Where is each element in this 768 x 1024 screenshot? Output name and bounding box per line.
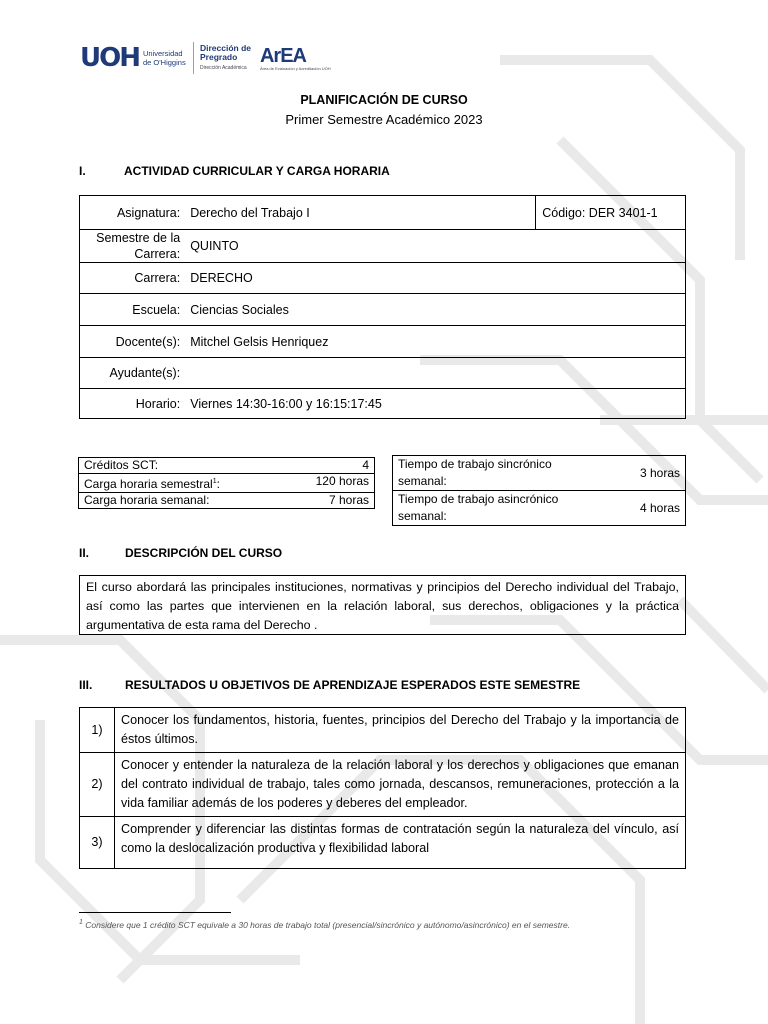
carga-semestral-label (79, 474, 240, 493)
institution-logo (80, 38, 331, 78)
asignatura-value: Derecho del Trabajo I (184, 196, 536, 230)
semestre-value: QUINTO (184, 230, 685, 263)
table-row (80, 753, 686, 817)
carga-semestral-value: 120 horas (239, 474, 375, 493)
table-row (80, 326, 686, 358)
table-row (80, 230, 686, 263)
objective-number: 1) (80, 708, 115, 753)
table-row (80, 263, 686, 294)
course-info-table (79, 195, 686, 419)
objective-number: 2) (80, 753, 115, 817)
sincronico-label: Tiempo de trabajo sincrónico semanal: (393, 456, 596, 491)
horario-label: Horario: (80, 389, 185, 419)
carga-semanal-label: Carga horaria semanal: (79, 493, 240, 509)
footnote-divider (79, 912, 231, 913)
carga-semestral-label-text: Carga horaria semestral (84, 477, 213, 491)
docente-value: Mitchel Gelsis Henriquez (184, 326, 685, 358)
footnote-ref: 1 (212, 478, 217, 485)
objective-number: 3) (80, 817, 115, 869)
area-logo-text: ArEA (259, 44, 306, 67)
objective-text: Conocer y entender la naturaleza de la relación laboral y los derechos y obligaciones que emanan del contrato individual de trabajo, tales como jornada, descansos, remuneraciones, protección a la vida familiar además de los poderes y deberes del empleador. (115, 753, 686, 817)
direccion-pregrado-logo (200, 44, 256, 73)
semestre-label: Semestre de la Carrera: (80, 230, 185, 263)
objective-text: Comprender y diferenciar las distintas formas de contratación según la naturaleza del vínculo, así como la deslocalización productiva y flexibilidad laboral (115, 817, 686, 869)
area-logo (260, 46, 331, 71)
docente-label: Docente(s): (80, 326, 185, 358)
table-row (79, 493, 375, 509)
table-row (79, 458, 375, 474)
carrera-value: DERECHO (184, 263, 685, 294)
table-row (80, 389, 686, 419)
learning-objectives-table (79, 707, 686, 869)
table-row (393, 491, 686, 526)
ayudante-label: Ayudante(s): (80, 358, 185, 389)
asincronico-value: 4 horas (595, 491, 686, 526)
table-row (80, 196, 686, 230)
creditos-sct-value: 4 (239, 458, 375, 474)
section-2-heading: DESCRIPCIÓN DEL CURSO (125, 546, 283, 560)
uoh-logo-mark: UOH (80, 43, 139, 73)
table-row (80, 358, 686, 389)
table-row (393, 456, 686, 491)
footnote-mark: 1 (79, 919, 83, 926)
course-description: El curso abordará las principales instituciones, normativas y principios del Derecho individual del Trabajo, así como las partes que intervienen en la relación laboral, sus derechos, obligaciones y la práctica argumentativa de esta rama del Derecho . (79, 575, 686, 635)
codigo-value: Código: DER 3401-1 (536, 196, 686, 230)
logo-divider (193, 42, 194, 74)
page-title: PLANIFICACIÓN DE CURSO (300, 93, 468, 107)
area-logo-subtitle: Área de Evaluación y Acreditación UOH (259, 65, 331, 71)
creditos-sct-label: Créditos SCT: (79, 458, 240, 474)
horario-value: Viernes 14:30-16:00 y 16:15:17:45 (184, 389, 685, 419)
section-3-heading: RESULTADOS U OBJETIVOS DE APRENDIZAJE ESPERADOS ESTE SEMESTRE (125, 678, 581, 692)
table-row (79, 474, 375, 493)
section-1-heading: ACTIVIDAD CURRICULAR Y CARGA HORARIA (124, 164, 390, 178)
footnote-text: Considere que 1 crédito SCT equivale a 30 horas de trabajo total (presencial/sincrónico y autónomo/asincrónico) en el semestre. (85, 919, 571, 930)
escuela-label: Escuela: (80, 294, 185, 326)
section-2-number: II. (79, 546, 90, 560)
escuela-value: Ciencias Sociales (184, 294, 685, 326)
asincronico-label: Tiempo de trabajo asincrónico semanal: (393, 491, 596, 526)
section-3-number: III. (79, 678, 93, 692)
table-row (80, 817, 686, 869)
university-name: Universidad de O'Higgins (142, 49, 186, 67)
objective-text: Conocer los fundamentos, historia, fuentes, principios del Derecho del Trabajo y la importancia de éstos últimos. (115, 708, 686, 753)
sincronico-value: 3 horas (595, 456, 686, 491)
carrera-label: Carrera: (80, 263, 185, 294)
ayudante-value (184, 358, 685, 389)
work-time-table (392, 455, 686, 526)
footnote (79, 919, 570, 930)
table-row (80, 708, 686, 753)
page-subtitle: Primer Semestre Académico 2023 (285, 112, 483, 127)
carga-semestral-colon: : (216, 477, 220, 491)
direccion-pregrado-subtitle: Dirección Académica (199, 64, 247, 71)
direccion-pregrado-title: Dirección de Pregrado (199, 42, 252, 62)
carga-semanal-value: 7 horas (239, 493, 375, 509)
credits-table (78, 457, 375, 509)
section-1-number: I. (79, 164, 86, 178)
asignatura-label: Asignatura: (80, 196, 185, 230)
table-row (80, 294, 686, 326)
